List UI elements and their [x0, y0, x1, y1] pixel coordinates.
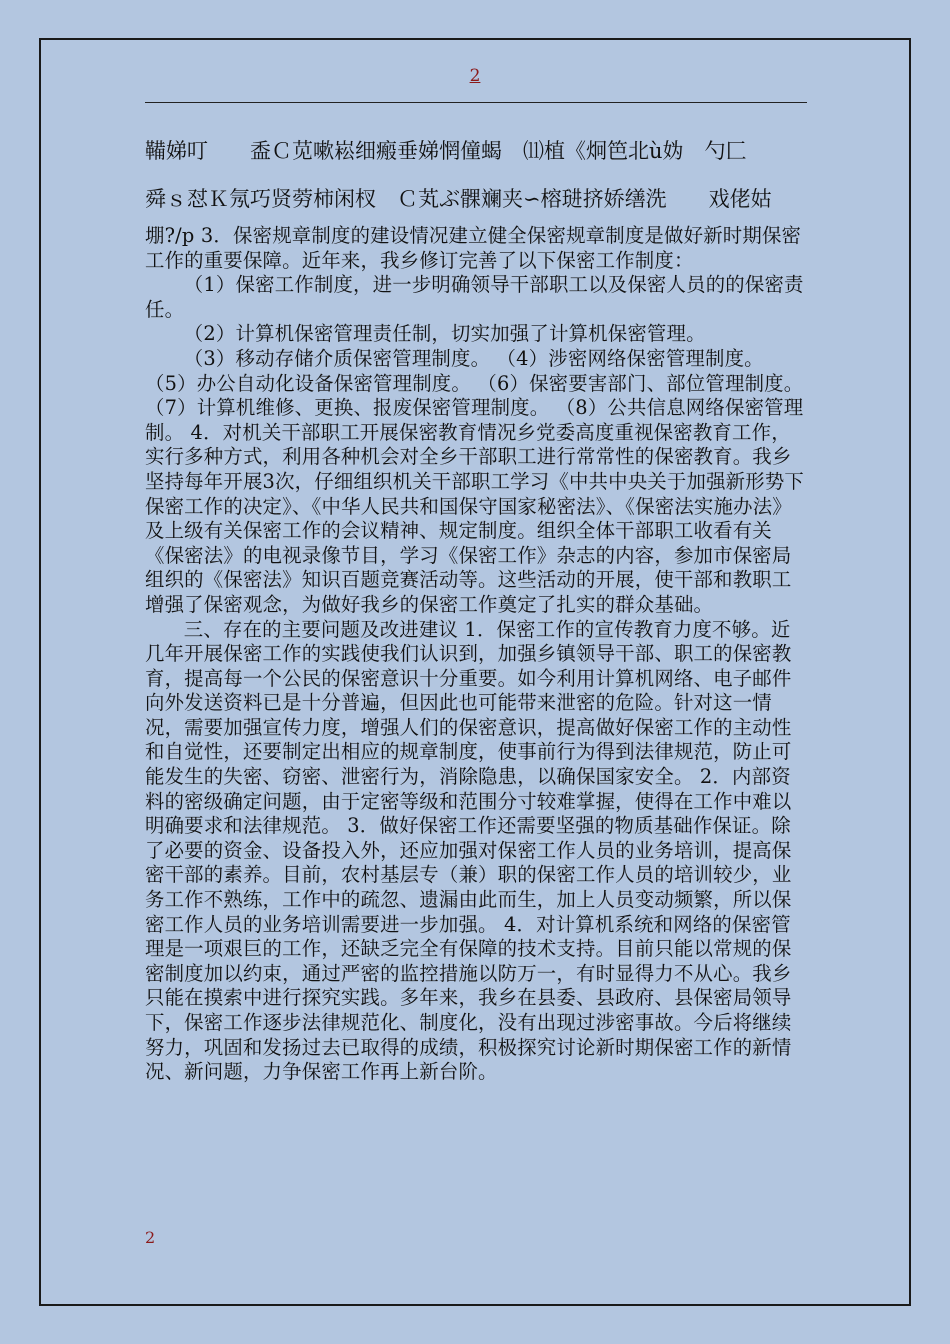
- paragraph: （3）移动存储介质保密管理制度。 （4）涉密网络保密管理制度。 （5）办公自动化设备保密管理制度。 （6）保密要害部门、部位管理制度。 （7）计算机维修、更换、报废保密管理制度。 （8）公共信息网络保密管理制。 4．对机关干部职工开展保密教育情况乡党委高度重视保密教育工作，实行多种方式，利用各种机会对全乡干部职工进行常常性的保密教育。我乡坚持每年开展3次，仔细组织机关干部职工学习《中共中央关于加强新形势下保密工作的决定》、《中华人民共和国保守国家秘密法》、《保密法实施办法》及上级有关保密工作的会议精神、规定制度。组织全体干部职工收看有关《保密法》的电视录像节目，学习《保密工作》杂志的内容，参加市保密局组织的《保密法》知识百题竞赛活动等。这些活动的开展，使干部和教职工增强了保密观念，为做好我乡的保密工作奠定了扎实的群众基础。: [145, 346, 805, 616]
- paragraph: （1）保密工作制度，进一步明确领导干部职工以及保密人员的的保密责任。: [145, 273, 804, 321]
- document-body: [145, 224, 809, 1085]
- header-divider: [145, 102, 807, 103]
- garbled-text-line: 鞴娣叮 盉Ｃ苋嗽崧细瘢垂娣惘僮蝎 ⑾植《炯笆北ù妫 勺匚: [145, 139, 747, 163]
- footer-page-number: 2: [145, 1228, 156, 1247]
- garbled-text-line: 舜ｓ怼Ｋ氖巧贤䓖柿闲杈 Ｃ芄ぶ髁斓夹∽榕琎挤娇缮洗 戏佬姑: [145, 187, 772, 211]
- paragraph: 堋?/p 3．保密规章制度的建设情况建立健全保密规章制度是做好新时期保密工作的重要保障。近年来，我乡修订完善了以下保密工作制度：: [145, 224, 802, 272]
- header-page-number: 2: [469, 66, 481, 86]
- paragraph: 三、存在的主要问题及改进建议 1．保密工作的宣传教育力度不够。近几年开展保密工作的实践使我们认识到，加强乡镇领导干部、职工的保密教育，提高每一个公民的保密意识十分重要。如今利用计算机网络、电子邮件向外发送资料已是十分普遍，但因此也可能带来泄密的危险。针对这一情况，需要加强宣传力度，增强人们的保密意识，提高做好保密工作的主动性和自觉性，还要制定出相应的规章制度，使事前行为得到法律规范，防止可能发生的失密、窃密、泄密行为，消除隐患，以确保国家安全。 2．内部资料的密级确定问题，由于定密等级和范围分寸较难掌握，使得在工作中难以明确要求和法律规范。 3．做好保密工作还需要坚强的物质基础作保证。除了必要的资金、设备投入外，还应加强对保密工作人员的业务培训，提高保密干部的素养。目前，农村基层专（兼）职的保密工作人员的培训较少，业务工作不熟练，工作中的疏忽、遗漏由此而生，加上人员变动频繁，所以保密工作人员的业务培训需要进一步加强。 4．对计算机系统和网络的保密管理是一项艰巨的工作，还缺乏完全有保障的技术支持。目前只能以常规的保密制度加以约束，通过严密的监控措施以防万一，有时显得力不从心。我乡只能在摸索中进行探究实践。多年来，我乡在县委、县政府、县保密局领导下，保密工作逐步法律规范化、制度化，没有出现过涉密事故。今后将继续努力，巩固和发扬过去已取得的成绩，积极探究讨论新时期保密工作的新情况、新问题，力争保密工作再上新台阶。: [145, 617, 792, 1084]
- paragraph: （2）计算机保密管理责任制，切实加强了计算机保密管理。: [183, 322, 706, 346]
